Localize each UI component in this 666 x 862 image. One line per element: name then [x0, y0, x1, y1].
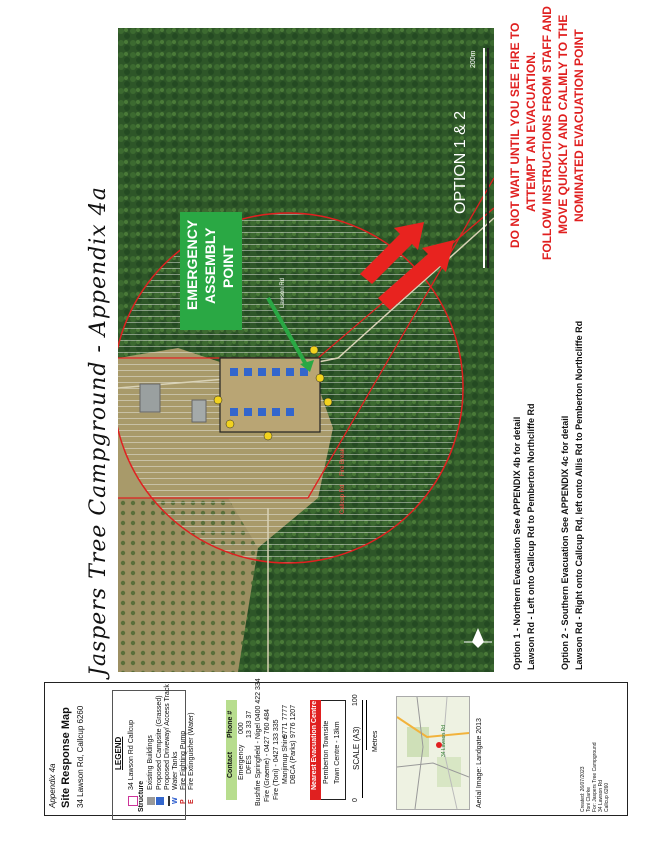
- road-label: Callcup Rd: [340, 484, 346, 514]
- legend-item-label: Existing Buildings: [147, 735, 154, 790]
- legend-item-label: Fire Fighting Pump: [180, 730, 187, 790]
- contact-name: Emergency: [238, 744, 245, 780]
- evac-row: Pemberton Townsite: [323, 720, 330, 784]
- aerial-map: [118, 28, 494, 672]
- inset-map: [396, 696, 470, 810]
- aerial-map-image: [118, 28, 494, 672]
- legend-item-label: Proposed Driveway/ Access Track: [164, 684, 171, 790]
- extinguisher-symbol: E: [188, 799, 195, 804]
- warning-line: ATTEMPT AN EVACUATION.: [524, 51, 538, 212]
- inset-label: 34 Lawson Rd: [441, 725, 447, 757]
- assembly-label: ASSEMBLY: [202, 227, 218, 304]
- map-title: Site Response Map: [60, 707, 72, 808]
- appendix-label: Appendix 4a: [48, 763, 57, 808]
- pump-symbol: P: [180, 799, 187, 804]
- contact-phone: 000: [238, 722, 245, 734]
- legend-item-label: Water Tanks: [172, 751, 179, 790]
- scale-unit: Metres: [372, 730, 379, 752]
- fire-break-label: Fire Break: [340, 448, 346, 476]
- scale-label: SCALE (A3): [352, 726, 361, 770]
- existing-buildings-swatch: [147, 797, 155, 805]
- credit-address: 34 Lawson Rd: [598, 780, 604, 812]
- aerial-image-credit: Aerial Image: Landgate 2013: [476, 718, 483, 808]
- contact-name: DBCA (Parks): [290, 740, 297, 784]
- inset-roads: [397, 697, 469, 809]
- option2-title: Option 2 - Southern Evacuation See APPENDIX 4c for detail: [560, 415, 570, 670]
- contact-name: Bushfire Springfield - Nigel 0400 422 334: [255, 678, 262, 806]
- proposed-campsite-swatch: [156, 797, 164, 805]
- scale-line-alt: [366, 700, 367, 750]
- scale-end: 100: [352, 694, 359, 706]
- contact-name: DFES: [246, 755, 253, 774]
- contact-phone: 9771 7777: [282, 704, 289, 738]
- option1-title: Option 1 - Northern Evacuation See APPENDIX 4b for detail: [512, 416, 522, 670]
- contacts-header-contact: Contact: [227, 751, 234, 778]
- scale-start: 0: [352, 798, 359, 802]
- contacts-header-phone: Phone #: [227, 710, 234, 738]
- credit-created: Created: 26/07/2023: [580, 766, 586, 812]
- road-label: Lawson Rd: [280, 277, 286, 308]
- handwritten-title: Jaspers Tree Campground - Appendix 4a: [86, 186, 111, 676]
- boundary-swatch: [128, 796, 138, 806]
- driveway-swatch: [168, 796, 170, 806]
- legend-item-label: Fire Extinguisher (Water): [188, 712, 195, 790]
- contact-name: Fire (Graeme) - 0427 760 484: [264, 709, 271, 802]
- credit-address: Callcup 6260: [604, 782, 610, 812]
- warning-line: MOVE QUICKLY AND CALMLY TO THE: [556, 14, 570, 234]
- credit-for: For: Jaspers Tree Campground: [592, 742, 598, 812]
- option2-route: Lawson Rd - Right onto Callcup Rd, left onto Allis Rd to Pemberton Northcliffe Rd: [574, 320, 584, 670]
- map-address: 34 Lawson Rd, Callcup 6260: [76, 705, 85, 808]
- contact-name: Manjimup Shire: [282, 735, 289, 784]
- evac-row: Town Centre - 13km: [334, 721, 341, 784]
- assembly-label: EMERGENCY: [184, 219, 200, 310]
- legend-structure: Structure: [138, 780, 145, 812]
- scale-distance-label: 200m: [470, 50, 477, 68]
- option-label: OPTION 1 & 2: [452, 110, 469, 214]
- legend-boundary: 34 Lawson Rd Callcup: [128, 719, 135, 790]
- legend-heading: LEGEND: [114, 736, 123, 770]
- contact-phone: 9776 1207: [290, 704, 297, 738]
- assembly-label: POINT: [220, 245, 236, 288]
- warning-line: FOLLOW INSTRUCTIONS FROM STAFF AND: [540, 6, 554, 260]
- contact-name: Fire (Toni) - 0427 133 335: [273, 719, 280, 800]
- water-tank-symbol: W: [172, 797, 179, 804]
- warning-line: DO NOT WAIT UNTIL YOU SEE FIRE TO: [508, 22, 522, 248]
- contact-phone: 13 33 37: [246, 710, 253, 738]
- evac-heading: Nearest Evacuation Centre: [311, 700, 318, 790]
- warning-line: NOMINATED EVACUATION POINT: [572, 29, 586, 222]
- credit-by: Toni Clarke: [586, 786, 592, 812]
- option1-route: Lawson Rd - Left onto Callcup Rd to Pemberton Northcliffe Rd: [526, 403, 536, 670]
- legend-item-label: Proposed Campsite (Grassed): [156, 695, 163, 790]
